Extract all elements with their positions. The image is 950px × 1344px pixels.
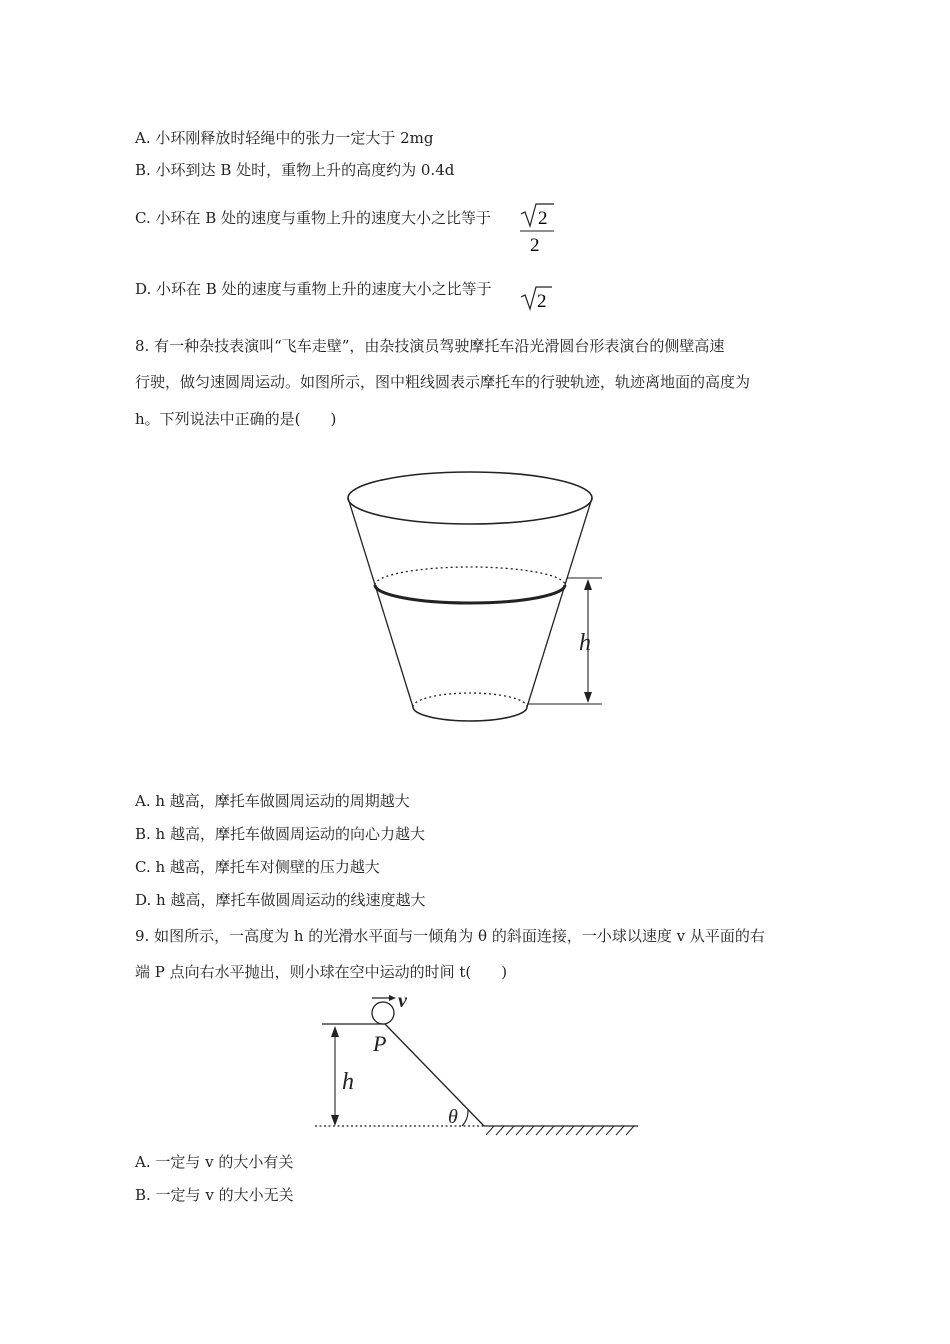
cone-bottom-front — [413, 707, 527, 721]
motorcycle-track-circle — [375, 585, 565, 603]
q7-option-d: D. 小环在 B 处的速度与重物上升的速度大小之比等于 — [135, 280, 492, 298]
q7-option-a: A. 小环刚释放时轻绳中的张力一定大于 2mg — [135, 129, 434, 147]
q8-stem-line-3: h。下列说法中正确的是( ) — [135, 410, 337, 428]
cone-right-wall — [527, 498, 592, 707]
q9-incline-figure — [310, 990, 650, 1140]
q8-stem-line-1: 8. 有一种杂技表演叫“飞车走壁”，由杂技演员驾驶摩托车沿光滑圆台形表演台的侧壁高速 — [135, 337, 725, 355]
ground-hatching — [486, 1126, 634, 1135]
q8-option-b: B. h 越高，摩托车做圆周运动的向心力越大 — [135, 825, 425, 843]
angle-arc — [462, 1110, 468, 1126]
q7-option-c: C. 小环在 B 处的速度与重物上升的速度大小之比等于 — [135, 209, 492, 227]
q7-option-c-denominator: 2 — [530, 235, 540, 256]
velocity-label: v — [398, 990, 407, 1012]
ball — [372, 1002, 394, 1024]
q9-option-a: A. 一定与 v 的大小有关 — [135, 1153, 294, 1171]
height-label: h — [579, 630, 591, 656]
q7-option-d-sqrt — [520, 283, 550, 313]
incline-slope — [385, 1024, 484, 1126]
q8-option-c: C. h 越高，摩托车对侧壁的压力越大 — [135, 858, 380, 876]
q7-option-d-radicand: 2 — [537, 291, 547, 312]
q9-stem-line-2: 端 P 点向右水平抛出，则小球在空中运动的时间 t( ) — [135, 963, 508, 981]
q9-stem-line-1: 9. 如图所示，一高度为 h 的光滑水平面与一倾角为 θ 的斜面连接，一小球以速度 v 从平面的右 — [135, 927, 765, 945]
q8-cone-figure — [330, 470, 630, 730]
track-back-half — [375, 567, 565, 585]
cone-top-rim — [348, 472, 592, 524]
q7-option-c-numerator: 2 — [538, 208, 548, 229]
q7-option-c-fraction — [518, 200, 558, 260]
q9-option-b: B. 一定与 v 的大小无关 — [135, 1186, 294, 1204]
cone-left-wall — [348, 498, 413, 707]
q7-option-b: B. 小环到达 B 处时，重物上升的高度约为 0.4d — [135, 161, 455, 179]
q8-option-d: D. h 越高，摩托车做圆周运动的线速度越大 — [135, 891, 426, 909]
q8-stem-line-2: 行驶，做匀速圆周运动。如图所示，图中粗线圆表示摩托车的行驶轨迹，轨迹离地面的高度为 — [135, 373, 751, 391]
cone-bottom-back — [413, 693, 527, 707]
angle-theta-label: θ — [448, 1106, 458, 1128]
height-label: h — [342, 1069, 354, 1095]
q8-option-a: A. h 越高，摩托车做圆周运动的周期越大 — [135, 792, 410, 810]
point-p-label: P — [373, 1031, 387, 1056]
